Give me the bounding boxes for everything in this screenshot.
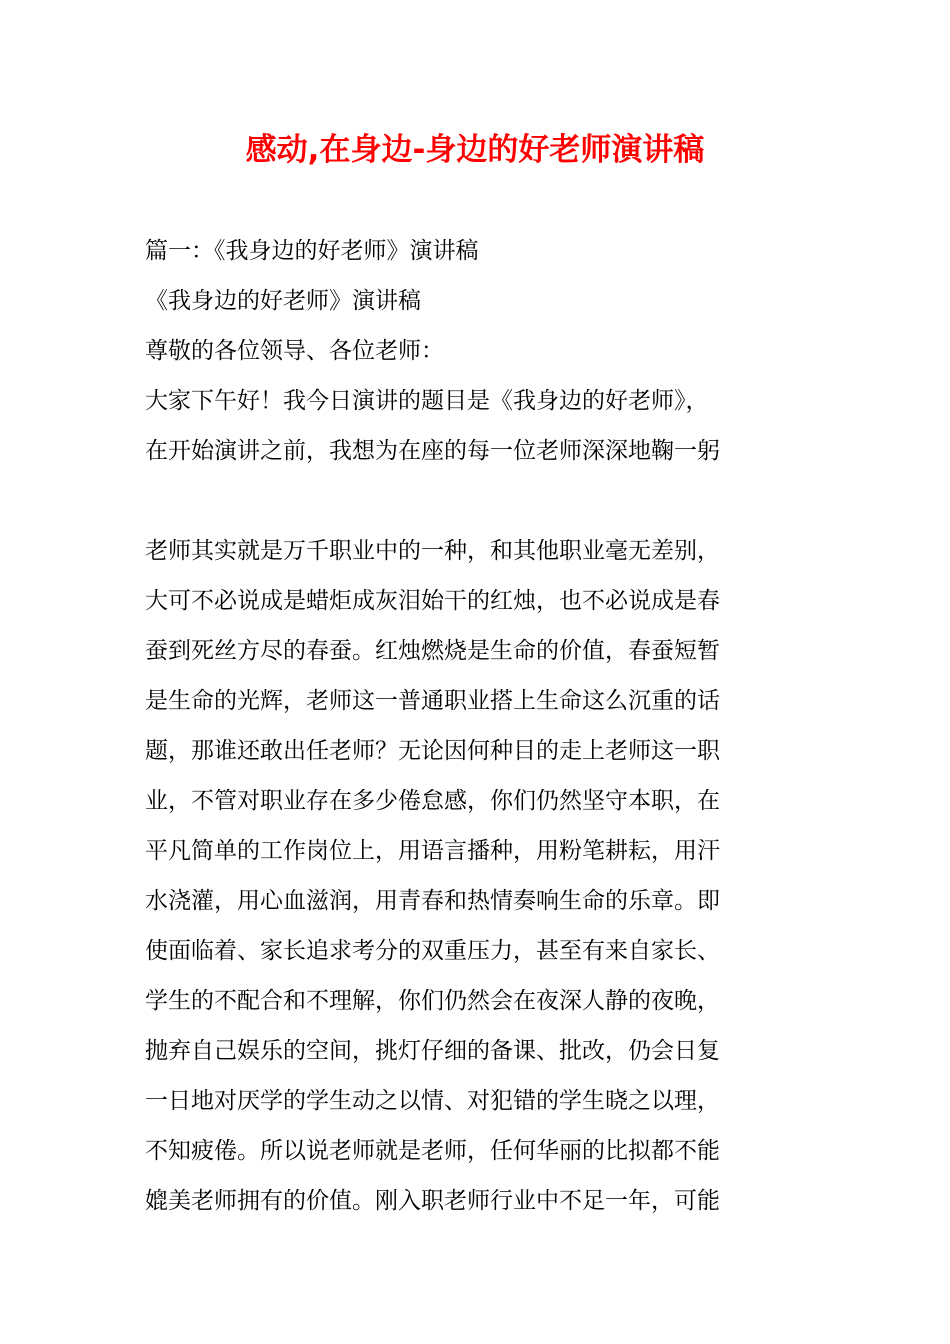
speech-title-line: 《我身边的好老师》演讲稿 xyxy=(145,288,421,314)
salutation-line: 尊敬的各位领导、各位老师： xyxy=(145,338,444,364)
paragraph-line: 媲美老师拥有的价值。刚入职老师行业中不足一年，可能 xyxy=(145,1188,720,1214)
paragraph-line: 平凡简单的工作岗位上，用语言播种，用粉笔耕耘，用汗 xyxy=(145,838,720,864)
paragraph-line: 大家下午好！我今日演讲的题目是《我身边的好老师》， xyxy=(145,388,709,414)
paragraph-line: 老师其实就是万千职业中的一种，和其他职业毫无差别， xyxy=(145,538,720,564)
paragraph-line: 是生命的光辉，老师这一普通职业搭上生命这么沉重的话 xyxy=(145,688,720,714)
document-title: 感动,在身边-身边的好老师演讲稿 xyxy=(245,132,705,168)
paragraph-line: 抛弃自己娱乐的空间，挑灯仔细的备课、批改，仍会日复 xyxy=(145,1038,720,1064)
paragraph-line: 业，不管对职业存在多少倦怠感，你们仍然坚守本职，在 xyxy=(145,788,720,814)
paragraph-line: 一日地对厌学的学生动之以情、对犯错的学生晓之以理， xyxy=(145,1088,720,1114)
paragraph-line: 学生的不配合和不理解，你们仍然会在夜深人静的夜晚， xyxy=(145,988,720,1014)
paragraph-line: 题，那谁还敢出任老师？无论因何种目的走上老师这一职 xyxy=(145,738,720,764)
paragraph-line: 在开始演讲之前，我想为在座的每一位老师深深地鞠一躬 xyxy=(145,438,720,464)
paragraph-line: 不知疲倦。所以说老师就是老师，任何华丽的比拟都不能 xyxy=(145,1138,720,1164)
paragraph-line: 使面临着、家长追求考分的双重压力，甚至有来自家长、 xyxy=(145,938,720,964)
paragraph-line: 蚕到死丝方尽的春蚕。红烛燃烧是生命的价值，春蚕短暂 xyxy=(145,638,720,664)
paragraph-line: 大可不必说成是蜡炬成灰泪始干的红烛，也不必说成是春 xyxy=(145,588,720,614)
paragraph-line: 水浇灌，用心血滋润，用青春和热情奏响生命的乐章。即 xyxy=(145,888,720,914)
heading-line-piece-one: 篇一：《我身边的好老师》演讲稿 xyxy=(145,238,479,264)
